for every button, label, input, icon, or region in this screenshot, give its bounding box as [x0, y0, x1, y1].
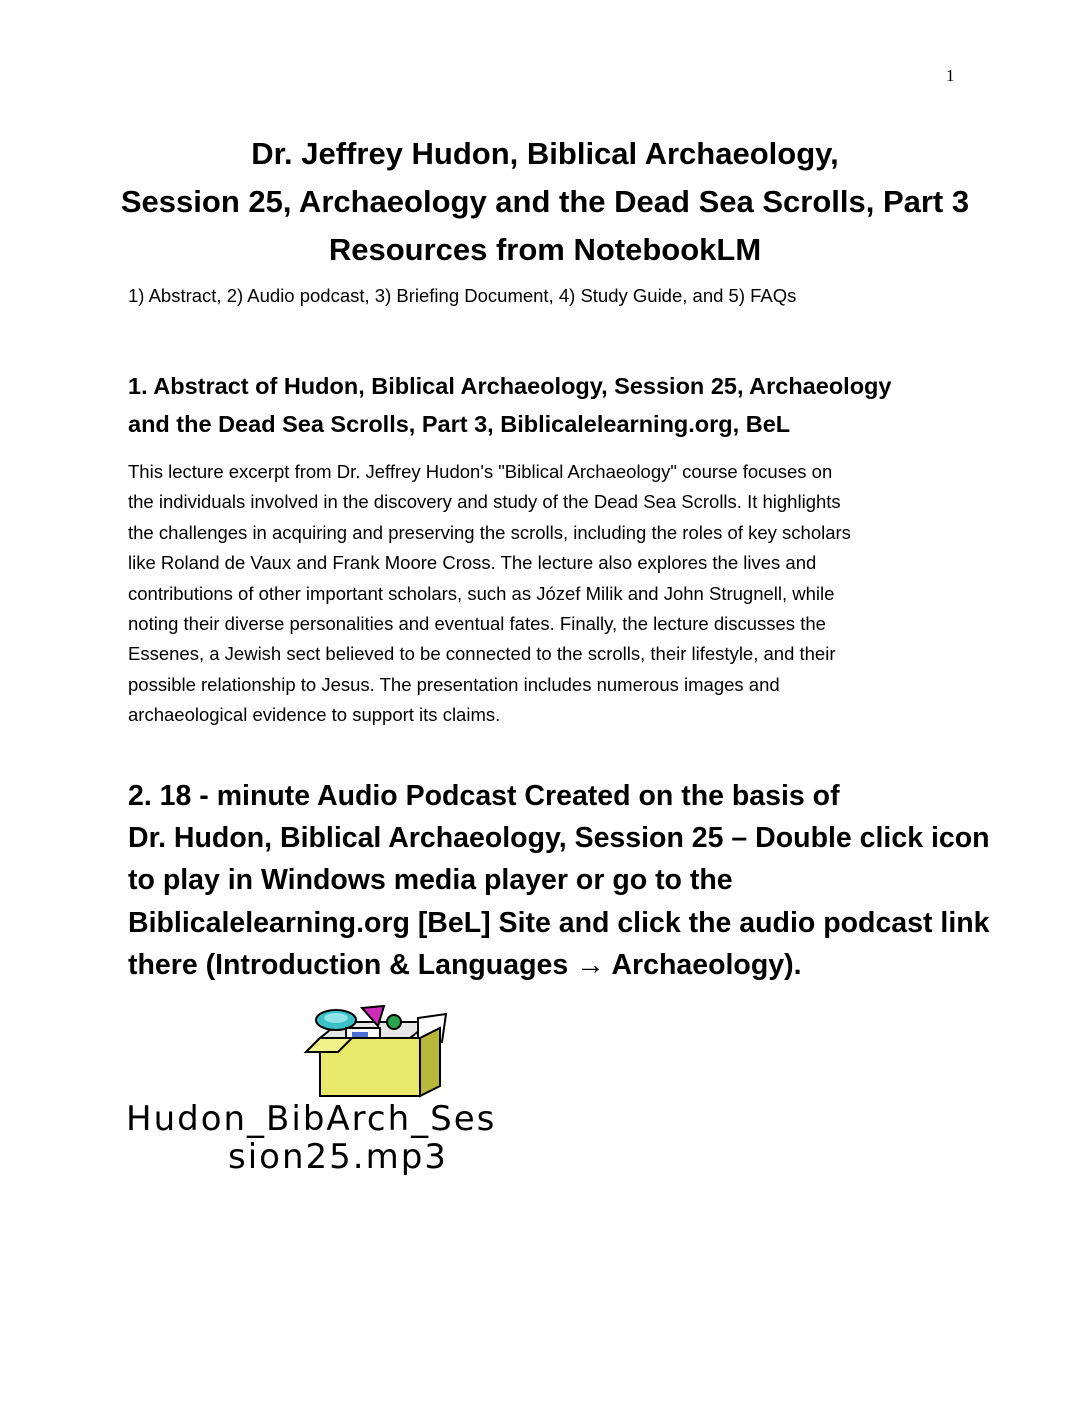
abstract-line: like Roland de Vaux and Frank Moore Cross. The lecture also explores the lives and — [128, 552, 817, 574]
abstract-line: archaeological evidence to support its claims. — [128, 704, 501, 726]
page-number: 1 — [946, 66, 955, 85]
abstract-line: noting their diverse personalities and eventual fates. Finally, the lecture discusses the — [128, 613, 826, 635]
filename-line1: Hudon_BibArch_Ses — [126, 1099, 497, 1139]
title-line-1: Dr. Jeffrey Hudon, Biblical Archaeology, — [251, 136, 839, 171]
section2-line1: 2. 18 - minute Audio Podcast Created on the basis of — [128, 780, 840, 812]
document-title — [118, 130, 972, 274]
section2-line4: Biblicalelearning.org [BeL] Site and click the audio podcast link — [128, 906, 990, 939]
attachment-filename[interactable] — [126, 1100, 626, 1176]
abstract-line: possible relationship to Jesus. The presentation includes numerous images and — [128, 673, 780, 695]
section1-heading-line1: 1. Abstract of Hudon, Biblical Archaeology, Session 25, Archaeology — [128, 373, 892, 399]
filename-line2: sion25.mp3 — [228, 1137, 448, 1177]
section2-line2: Dr. Hudon, Biblical Archaeology, Session 25 – Double click icon — [128, 822, 990, 855]
abstract-line: Essenes, a Jewish sect believed to be connected to the scrolls, their lifestyle, and their — [128, 643, 836, 665]
right-arrow-icon: → — [576, 948, 605, 981]
abstract-line: This lecture excerpt from Dr. Jeffrey Hudon's "Biblical Archaeology" course focuses on — [128, 461, 833, 482]
abstract-line: the individuals involved in the discovery and study of the Dead Sea Scrolls. It highlights — [128, 491, 841, 513]
section1-heading-line2: and the Dead Sea Scrolls, Part 3, Biblicalelearning.org, BeL — [128, 411, 791, 437]
section2-line5-start: there (Introduction & Languages — [128, 948, 577, 981]
abstract-line: the challenges in acquiring and preserving the scrolls, including the roles of key scholars — [128, 521, 851, 543]
package-icon[interactable] — [300, 1000, 450, 1100]
section2-line5-end: Archaeology). — [604, 948, 802, 981]
resources-list: 1) Abstract, 2) Audio podcast, 3) Briefing Document, 4) Study Guide, and 5) FAQs — [128, 285, 797, 306]
abstract-line: contributions of other important scholars, such as Józef Milik and John Strugnell, while — [128, 582, 835, 604]
abstract-paragraph — [128, 457, 968, 731]
section2-heading — [128, 775, 988, 986]
title-line-2: Session 25, Archaeology and the Dead Sea Scrolls, Part 3 — [120, 184, 970, 219]
title-line-3: Resources from NotebookLM — [328, 232, 762, 267]
section1-heading — [128, 367, 968, 443]
section2-line5 — [128, 944, 988, 986]
section2-line3: to play in Windows media player or go to the — [128, 864, 733, 897]
